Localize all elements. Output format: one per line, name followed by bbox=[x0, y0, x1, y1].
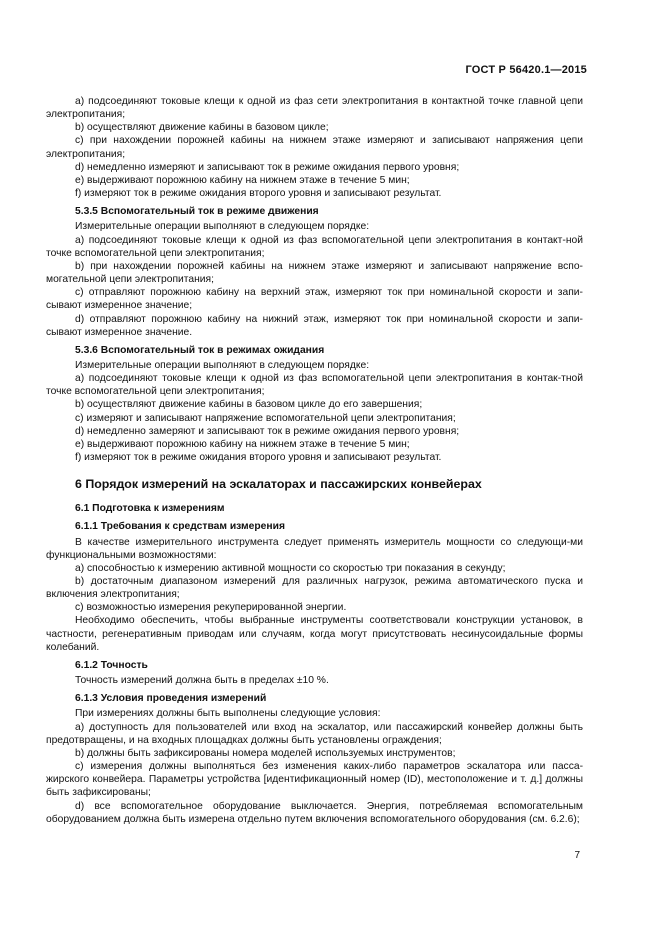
list-item: f) измеряют ток в режиме ожидания второго уровня и записывают результат. bbox=[75, 452, 442, 464]
list-item: a) подсоединяют токовые клещи к одной из фаз вспомогательной цепи электропитания в контак-тной точке вспомогательной цепи электропитания; bbox=[46, 373, 583, 398]
list-item: b) должны быть зафиксированы номера моделей используемых инструментов; bbox=[75, 747, 456, 759]
list-item: d) отправляют порожнюю кабину на нижний этаж, измеряют ток при номинальной скорости и запи-сывают измеренное значение. bbox=[46, 313, 583, 338]
list-item: b) осуществляют движение кабины в базовом цикле; bbox=[75, 122, 329, 134]
page-content bbox=[46, 95, 583, 826]
list-item: d) все вспомогательное оборудование выключается. Энергия, потребляемая вспомогательным оборудованием должна быть измерена отдельно путем включения вспомогательного оборудования (см. 6.2.6); bbox=[46, 800, 583, 825]
list-item: b) осуществляют движение кабины в базовом цикле до его завершения; bbox=[75, 399, 423, 411]
list-item: d) немедленно измеряют и записывают ток в режиме ожидания первого уровня; bbox=[75, 161, 460, 173]
section-heading-5-3-5: 5.3.5 Вспомогательный ток в режиме движения bbox=[75, 206, 319, 218]
chapter-heading-6: 6 Порядок измерений на эскалаторах и пассажирских конвейерах bbox=[75, 477, 482, 492]
list-item: b) при нахождении порожней кабины на нижнем этаже измеряют и записывают напряжение вспо-могательной цепи электропитания; bbox=[46, 260, 583, 286]
list-item: c) при нахождении порожней кабины на нижнем этаже измеряют и записывают напряжения цепи электропитания; bbox=[46, 135, 583, 160]
section-heading-6-1-3: 6.1.3 Условия проведения измерений bbox=[75, 693, 267, 705]
list-item: e) выдерживают порожнюю кабину на нижнем этаже в течение 5 мин; bbox=[75, 438, 410, 450]
list-item: c) отправляют порожнюю кабину на верхний этаж, измеряют ток при номинальной скорости и запи-сывают измеренное значение; bbox=[46, 287, 583, 312]
section-heading-6-1: 6.1 Подготовка к измерениям bbox=[75, 503, 225, 515]
section-heading-6-1-2: 6.1.2 Точность bbox=[75, 659, 148, 671]
paragraph: Измерительные операции выполняют в следующем порядке: bbox=[75, 221, 370, 233]
list-item: e) выдерживают порожнюю кабину на нижнем этаже в течение 5 мин; bbox=[75, 174, 410, 186]
standard-header: ГОСТ Р 56420.1—2015 bbox=[465, 64, 587, 76]
list-item: a) способностью к измерению активной мощности со скоростью три показания в секунду; bbox=[75, 562, 506, 574]
paragraph: Необходимо обеспечить, чтобы выбранные инструменты соответствовали конструкции установок, в частности, регенеративным приводам или случаям, когда могут присутствовать несинусоидальные формы колебаний. bbox=[46, 615, 583, 653]
list-item: a) подсоединяют токовые клещи к одной из фаз сети электропитания в контактной точке главной цепи электропитания; bbox=[46, 96, 583, 121]
list-item: b) достаточным диапазоном измерений для различных нагрузок, режима автоматического пуска и включения электропитания; bbox=[46, 576, 583, 601]
list-item: a) доступность для пользователей или вход на эскалатор, или пассажирский конвейер должны быть предотвращены, и на входных площадках должны быть установлены ограждения; bbox=[46, 721, 583, 746]
paragraph: Точность измерений должна быть в пределах ±10 %. bbox=[75, 675, 329, 687]
paragraph: При измерениях должны быть выполнены следующие условия: bbox=[75, 708, 381, 720]
list-item: a) подсоединяют токовые клещи к одной из фаз вспомогательной цепи электропитания в контакт-ной точке вспомогательной цепи электропитания; bbox=[46, 234, 583, 259]
section-heading-5-3-6: 5.3.6 Вспомогательный ток в режимах ожидания bbox=[75, 344, 325, 356]
page-number: 7 bbox=[574, 850, 580, 861]
list-item: f) измеряют ток в режиме ожидания второго уровня и записывают результат. bbox=[75, 188, 442, 200]
list-item: d) немедленно замеряют и записывают ток в режиме ожидания первого уровня; bbox=[75, 425, 460, 437]
paragraph: В качестве измерительного инструмента следует применять измеритель мощности со следующи-ми функциональными возможностями: bbox=[46, 536, 583, 561]
list-item: c) измеряют и записывают напряжение вспомогательной цепи электропитания; bbox=[75, 412, 456, 424]
section-heading-6-1-1: 6.1.1 Требования к средствам измерения bbox=[75, 521, 285, 533]
list-item: c) измерения должны выполняться без изменения каких-либо параметров эскалатора или пасса-жирского конвейера. Параметры устройства [идентификационный номер (ID), местоположение и т. д.] должны быть зафиксированы; bbox=[46, 761, 583, 799]
list-item: c) возможностью измерения рекуперированной энергии. bbox=[75, 602, 347, 614]
paragraph: Измерительные операции выполняют в следующем порядке: bbox=[75, 359, 370, 371]
